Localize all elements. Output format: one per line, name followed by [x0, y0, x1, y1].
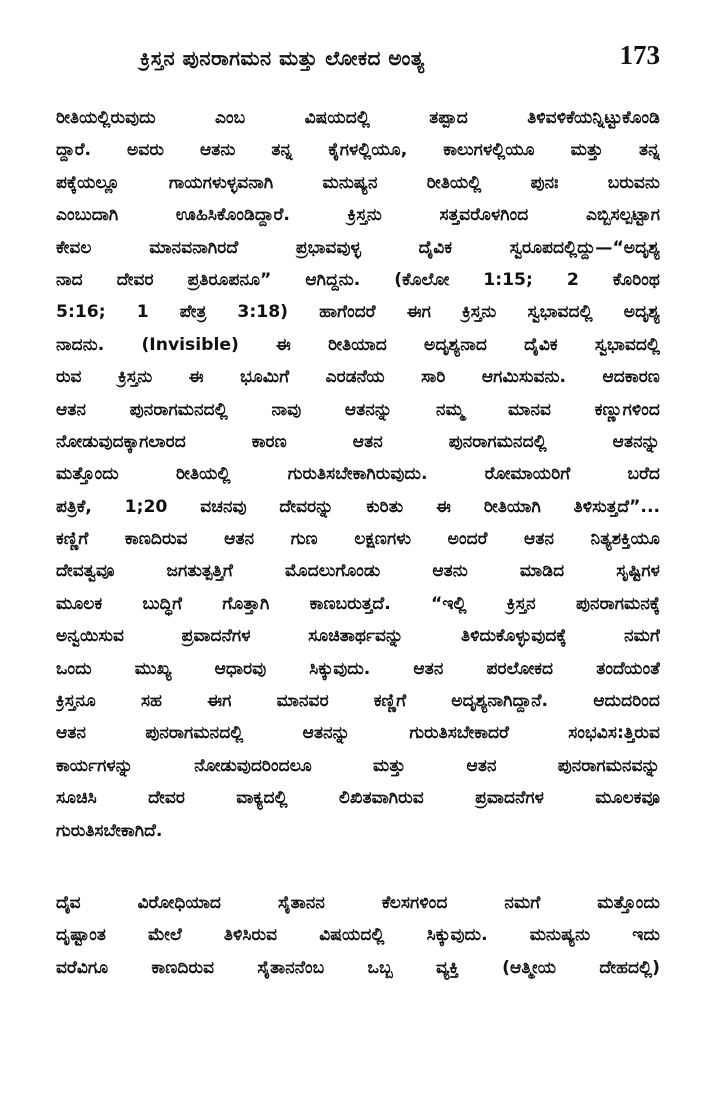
text-line: ಮೂಲಕ ಬುದ್ಧಿಗೆ ಗೊತ್ತಾಗಿ ಕಾಣಬರುತ್ತದೆ. “ಇಲ್ಲಿ ಕ್ರಿಸ್ತನ ಪುನರಾಗಮನಕ್ಕೆ	[56, 593, 660, 614]
text-line: 5:16; 1 ಪೇತ್ರ 3:18) ಹಾಗೆಂದರೆ ಈಗ ಕ್ರಿಸ್ತನು ಸ್ವಭಾವದಲ್ಲಿ ಅದೃಶ್ಯ	[56, 302, 660, 323]
text-line: ಕ್ರಿಸ್ತನೂ ಸಹ ಈಗ ಮಾನವರ ಕಣ್ಣಿಗೆ ಅದೃಶ್ಯನಾಗಿದ್ದಾನೆ. ಆದುದರಿಂದ	[56, 691, 660, 712]
text-line: ಅನ್ವಯಿಸುವ ಪ್ರವಾದನೆಗಳ ಸೂಚಿತಾರ್ಥವನ್ನು ತಿಳಿದುಕೊಳ್ಳುವುದಕ್ಕೆ ನಮಗೆ	[56, 626, 660, 647]
text-line: ಆತನ ಪುನರಾಗಮನದಲ್ಲಿ ನಾವು ಆತನನ್ನು ನಮ್ಮ ಮಾನವ ಕಣ್ಣುಗಳಿಂದ	[56, 399, 660, 420]
text-line: ನೋಡುವುದಕ್ಕಾಗಲಾರದ ಕಾರಣ ಆತನ ಪುನರಾಗಮನದಲ್ಲಿ ಆತನನ್ನು	[56, 431, 660, 452]
text-line: ಪಕ್ಕೆಯಲ್ಲೂ ಗಾಯಗಳುಳ್ಳವನಾಗಿ ಮನುಷ್ಯನ ರೀತಿಯಲ್ಲಿ ಪುನಃ ಬರುವನು	[56, 172, 660, 193]
text-line: ಗುರುತಿಸಬೇಕಾಗಿದೆ.	[56, 820, 163, 841]
text-line: ಒಂದು ಮುಖ್ಯ ಆಧಾರವು ಸಿಕ್ಕುವುದು. ಆತನ ಪರಲೋಕದ ತಂದೆಯಂತೆ	[56, 658, 660, 679]
text-line: ಕಣ್ಣಿಗೆ ಕಾಣದಿರುವ ಆತನ ಗುಣ ಲಕ್ಷಣಗಳು ಅಂದರೆ ಆತನ ನಿತ್ಯಶಕ್ತಿಯೂ	[56, 529, 660, 550]
body-text	[56, 102, 660, 984]
text-line: ಪತ್ರಿಕೆ, 1;20 ವಚನವು ದೇವರನ್ನು ಕುರಿತು ಈ ರೀತಿಯಾಗಿ ತಿಳಿಸುತ್ತದೆ”...	[56, 496, 660, 517]
paragraph-2	[56, 887, 660, 984]
text-line: ನಾದನು. (Invisible) ಈ ರೀತಿಯಾದ ಅದೃಶ್ಯನಾದ ದೈವಿಕ ಸ್ವಭಾವದಲ್ಲಿ	[56, 334, 660, 355]
paragraph-gap	[56, 847, 660, 887]
text-line: ನಾದ ದೇವರ ಪ್ರತಿರೂಪನೂ” ಆಗಿದ್ದನು. (ಕೊಲೋ 1:15; 2 ಕೊರಿಂಥ	[56, 269, 660, 290]
text-line: ದೇವತ್ವವೂ ಜಗತುತ್ಪತ್ತಿಗೆ ಮೊದಲುಗೊಂಡು ಆತನು ಮಾಡಿದ ಸೃಷ್ಟಿಗಳ	[56, 561, 660, 582]
text-line: ಎಂಬುದಾಗಿ ಊಹಿಸಿಕೊಂಡಿದ್ದಾರೆ. ಕ್ರಿಸ್ತನು ಸತ್ತವರೊಳಗಿಂದ ಎಬ್ಬಿಸಲ್ಪಟ್ಟಾಗ	[56, 205, 660, 226]
running-header	[60, 40, 668, 80]
text-line: ದೈವ ವಿರೋಧಿಯಾದ ಸೈತಾನನ ಕೆಲಸಗಳಿಂದ ನಮಗೆ ಮತ್ತೊಂದು	[56, 892, 660, 913]
text-line: ವರೆವಿಗೂ ಕಾಣದಿರುವ ಸೈತಾನನೆಂಬ ಒಬ್ಬ ವ್ಯಕ್ತಿ (ಆತ್ಮೀಯ ದೇಹದಲ್ಲಿ)	[56, 957, 660, 978]
text-line: ಕಾರ್ಯಗಳನ್ನು ನೋಡುವುದರಿಂದಲೂ ಮತ್ತು ಆತನ ಪುನರಾಗಮನವನ್ನು	[56, 755, 660, 776]
text-line: ಸೂಚಿಸಿ ದೇವರ ವಾಕ್ಯದಲ್ಲಿ ಲಿಖಿತವಾಗಿರುವ ಪ್ರವಾದನೆಗಳ ಮೂಲಕವೂ	[56, 788, 660, 809]
text-line: ದ್ದಾರೆ. ಅವರು ಆತನು ತನ್ನ ಕೈಗಳಲ್ಲಿಯೂ, ಕಾಲುಗಳಲ್ಲಿಯೂ ಮತ್ತು ತನ್ನ	[56, 140, 660, 161]
paragraph-1	[56, 102, 660, 847]
text-line: ಮತ್ತೊಂದು ರೀತಿಯಲ್ಲಿ ಗುರುತಿಸಬೇಕಾಗಿರುವುದು. ರೋಮಾಯರಿಗೆ ಬರೆದ	[56, 464, 660, 485]
text-line: ದೃಷ್ಟಾಂತ ಮೇಲೆ ತಿಳಿಸಿರುವ ವಿಷಯದಲ್ಲಿ ಸಿಕ್ಕುವುದು. ಮನುಷ್ಯನು ಇದು	[56, 925, 660, 946]
page-number: 173	[619, 40, 660, 70]
text-line: ಕೇವಲ ಮಾನವನಾಗಿರದೆ ಪ್ರಭಾವವುಳ್ಳ ದೈವಿಕ ಸ್ವರೂಪದಲ್ಲಿದ್ದು—“ಅದೃಶ್ಯ	[56, 237, 660, 258]
running-title: ಕ್ರಿಸ್ತನ ಪುನರಾಗಮನ ಮತ್ತು ಲೋಕದ ಅಂತ್ಯ	[140, 46, 425, 70]
text-line: ಆತನ ಪುನರಾಗಮನದಲ್ಲಿ ಆತನನ್ನು ಗುರುತಿಸಬೇಕಾದರೆ ಸಂಭವಿಸ:ತ್ತಿರುವ	[56, 723, 660, 744]
text-line: ರೀತಿಯಲ್ಲಿರುವುದು ಎಂಬ ವಿಷಯದಲ್ಲಿ ತಪ್ಪಾದ ತಿಳಿವಳಿಕೆಯನ್ನಿಟ್ಟುಕೊಂಡಿ	[56, 108, 660, 128]
text-line: ರುವ ಕ್ರಿಸ್ತನು ಈ ಭೂಮಿಗೆ ಎರಡನೆಯ ಸಾರಿ ಆಗಮಿಸುವನು. ಆದಕಾರಣ	[56, 367, 660, 388]
